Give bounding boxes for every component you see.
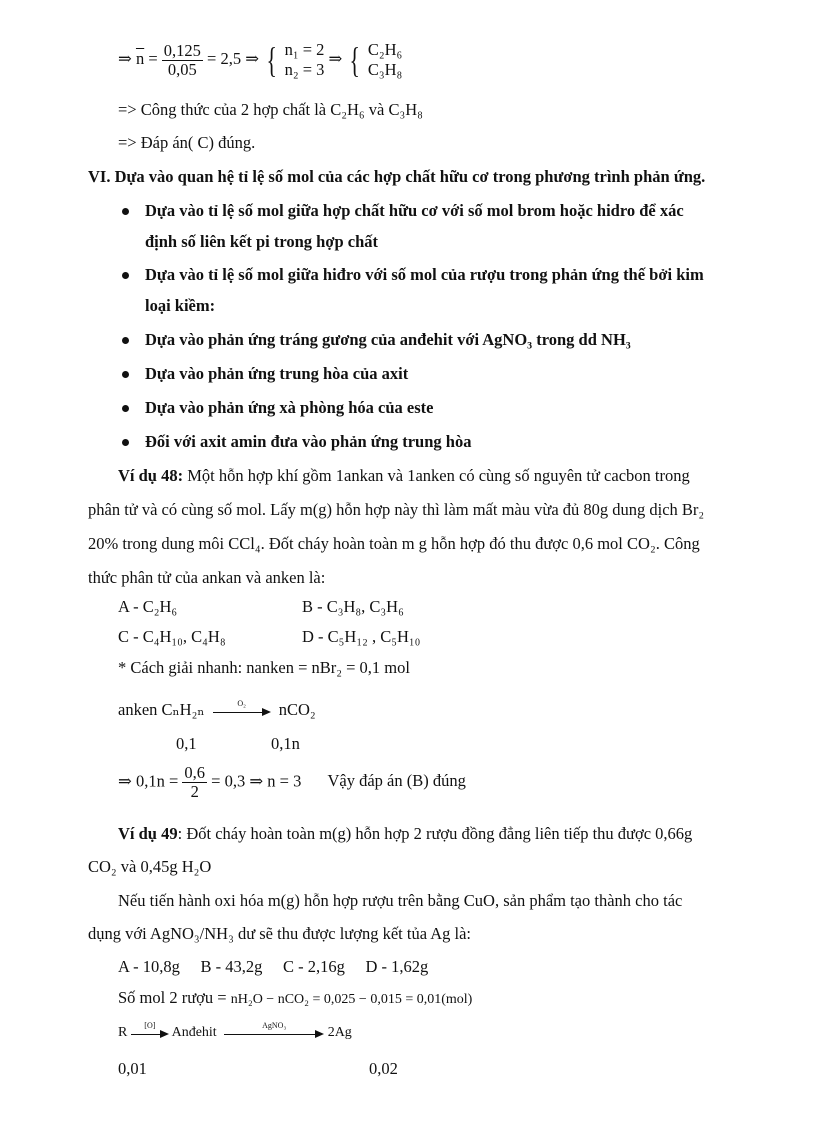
example-49-line-3: Nếu tiến hành oxi hóa m(g) hỗn hợp rượu trên bằng CuO, sản phẩm tạo thành cho tác (118, 891, 683, 910)
bullet-dot (122, 371, 129, 378)
bullet-5: Dựa vào phản ứng xà phòng hóa của este (145, 398, 434, 417)
implies-symbol-2: ⇒ (328, 48, 343, 68)
example-48-line-1 (118, 466, 690, 486)
reaction-reactant: anken CₙH₂ₙ (118, 700, 205, 719)
bullet-4: Dựa vào phản ứng trung hòa của axit (145, 364, 409, 383)
bullet-dot (122, 405, 129, 412)
implies-symbol: ⇒ (118, 48, 132, 68)
example-48-line-2: phân tử và có cùng số mol. Lấy m(g) hỗn hợp này thì làm mất màu vừa đủ 80g dung dịch Br₂ (88, 500, 705, 519)
example-49-line-2: CO₂ và 0,45g H₂O (88, 857, 212, 876)
formula-line: => Công thức của 2 hợp chất là C₂H₆ và C₃H₈ (118, 100, 423, 119)
arrow-label: O₂ (237, 699, 246, 709)
silver-arrow-icon (224, 1020, 324, 1040)
mol-expression: nH₂O − nCO₂ = 0,025 − 0,015 = 0,01(mol) (230, 992, 473, 1007)
answer-line: => Đáp án( C) đúng. (118, 133, 256, 152)
equals: = (148, 48, 158, 68)
option-d: D - C₅H₁₂ , C₅H₁₀ (302, 627, 421, 646)
calc-result: = 2,5 ⇒ (207, 48, 260, 68)
example-48-line-4: thức phân tử của ankan và anken là: (88, 568, 326, 587)
mol-text: Số mol 2 rượu = (118, 988, 227, 1007)
example-49-label: Ví dụ 49 (118, 824, 178, 843)
bullet-2-line-1: Dựa vào tỉ lệ số mol giữa hiđro với số mol của rượu trong phản ứng thế bởi kim (145, 265, 704, 284)
conclusion: Vậy đáp án (B) đúng (327, 771, 466, 791)
bullet-6: Đối với axit amin đưa vào phản ứng trung hòa (145, 432, 472, 451)
bullet-dot (122, 208, 129, 215)
reaction-49 (118, 1020, 352, 1043)
bullet-dot (122, 272, 129, 279)
option-a: A - C₂H₆ (118, 597, 178, 616)
fraction-numerator: 0,6 (184, 763, 206, 782)
fraction-denominator: 0,05 (167, 59, 197, 79)
reaction-product: nCO₂ (278, 700, 316, 719)
arrow-label: [O] (144, 1020, 156, 1030)
fraction-denominator: 2 (190, 782, 199, 801)
reactant-r: R (118, 1025, 128, 1040)
example-48-line-3: 20% trong dung môi CCl₄. Đốt cháy hoàn toàn m g hỗn hợp đó thu được 0,6 mol CO₂. Công (88, 534, 700, 553)
example-48-text: Một hỗn hợp khí gồm 1ankan và 1anken có cùng số nguyên tử cacbon trong (187, 466, 690, 485)
formula-1: C₂H₆ (367, 40, 403, 59)
mol-calc-49 (118, 988, 472, 1010)
n-bar: $\overline{n}$ (135, 48, 145, 68)
calc-48 (118, 764, 466, 801)
value-2: 0,02 (369, 1059, 398, 1078)
left-brace-2: { (349, 40, 361, 80)
section-title: VI. Dựa vào quan hệ tỉ lệ số mol của các hợp chất hữu cơ trong phương trình phản ứng. (88, 167, 706, 186)
arrow-label: AgNO₃ (262, 1020, 287, 1030)
calc-rhs: = 0,3 ⇒ n = 3 (211, 771, 302, 791)
formula-values (368, 40, 402, 80)
value-1: 0,01 (118, 1059, 147, 1078)
bullet-2-line-2: loại kiềm: (145, 296, 216, 315)
example-49-line-1 (118, 824, 692, 844)
formula-2: C₃H₈ (367, 60, 403, 79)
left-brace: { (266, 40, 277, 80)
mol-value-1: 0,1 (176, 734, 197, 753)
n2-value: n₂ = 3 (284, 60, 325, 79)
bullet-3: Dựa vào phản ứng tráng gương của anđehit với AgNO₃ trong dd NH₃ (145, 330, 631, 349)
calc-lhs: ⇒ 0,1n = (118, 771, 179, 791)
option-b: B - C₃H₈, C₃H₆ (302, 597, 404, 616)
example-49-options: A - 10,8g B - 43,2g C - 2,16g D - 1,62g (118, 957, 429, 976)
calc-top (118, 40, 402, 80)
n-values (285, 40, 325, 80)
bullet-dot (122, 439, 129, 446)
bullet-dot (122, 337, 129, 344)
bullet-1-line-2: định số liên kết pi trong hợp chất (145, 232, 379, 251)
quick-solution: * Cách giải nhanh: nanken = nBr₂ = 0,1 mol (118, 658, 410, 677)
fraction-numerator: 0,125 (163, 40, 201, 60)
oxidation-arrow-icon (131, 1020, 169, 1040)
example-49-text: : Đốt cháy hoàn toàn m(g) hỗn hợp 2 rượu đồng đẳng liên tiếp thu được 0,66g (177, 824, 693, 843)
aldehyde: Anđehit (171, 1025, 217, 1040)
example-48-label: Ví dụ 48: (118, 466, 184, 485)
mol-value-2: 0,1n (271, 734, 300, 753)
bullet-1-line-1: Dựa vào tỉ lệ số mol giữa hợp chất hữu cơ với số mol brom hoặc hidro để xác (145, 201, 684, 220)
reaction-arrow-icon (213, 699, 271, 718)
silver-product: 2Ag (327, 1025, 352, 1040)
n1-value: n₁ = 2 (284, 40, 325, 59)
option-c: C - C₄H₁₀, C₄H₈ (118, 627, 226, 646)
fraction (162, 42, 203, 79)
reaction-48 (118, 700, 316, 720)
fraction (182, 764, 207, 801)
example-49-line-4: dụng với AgNO₃/NH₃ dư sẽ thu được lượng kết tủa Ag là: (88, 924, 472, 943)
